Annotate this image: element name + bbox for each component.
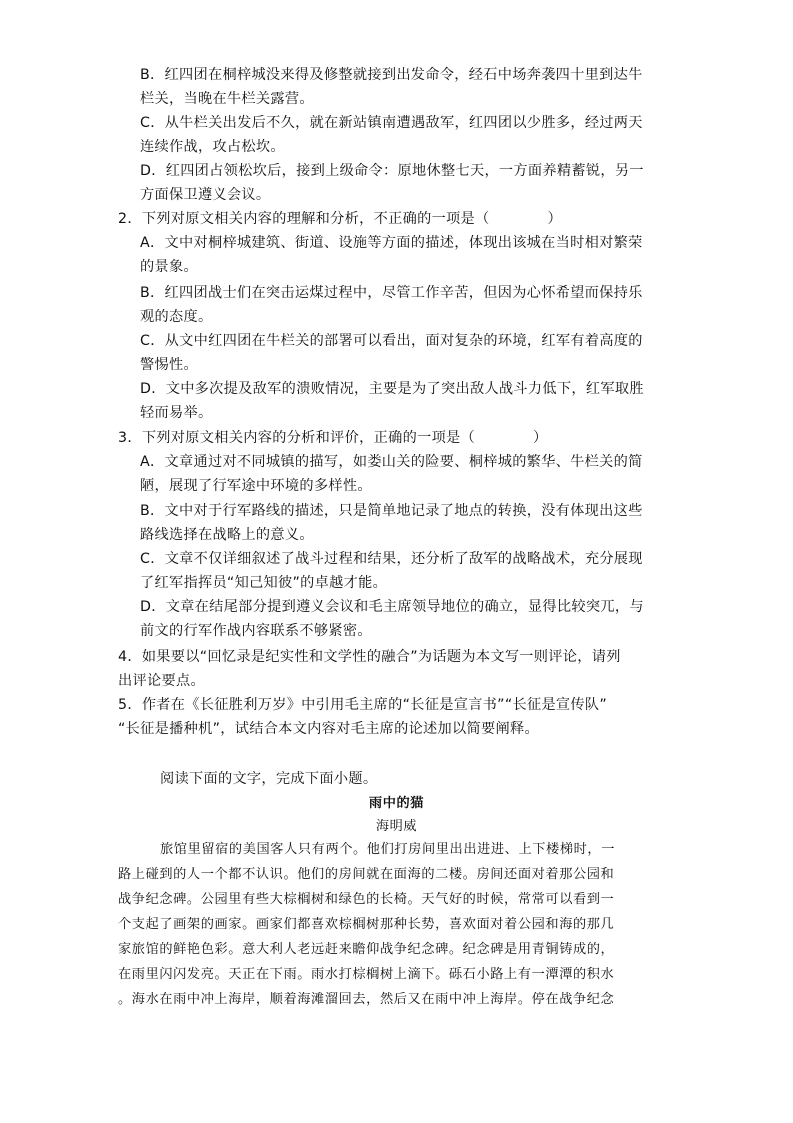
q2-option-d-line1: D．文中多次提及敌军的溃败情况，主要是为了突出敌人战斗力低下，红军取胜	[140, 381, 644, 397]
q3-option-a-line2: 陋，展现了行军途中环境的多样性。	[140, 478, 372, 494]
passage-line-4: 个支起了画架的画家。画家们都喜欢棕榈树那种长势，喜欢面对着公园和海的那几	[118, 917, 615, 932]
q2-stem: 2．下列对原文相关内容的理解和分析，不正确的一项是（ ）	[118, 211, 562, 227]
q1-option-c-line1: C．从牛栏关出发后不久，就在新站镇南遭遇敌军，红四团以少胜多，经过两天	[140, 115, 643, 131]
passage-author: 海明威	[375, 819, 418, 834]
q3-option-b-line2: 路线选择在战略上的意义。	[140, 527, 314, 543]
q2-option-a-line1: A．文中对桐梓城建筑、街道、设施等方面的描述，体现出该城在当时相对繁荣	[140, 235, 643, 251]
q1-option-d-line2: 方面保卫遵义会议。	[140, 187, 271, 203]
q2-option-c-line2: 警惕性。	[140, 357, 198, 373]
q5-line2: “长征是播种机”，试结合本文内容对毛主席的论述加以简要阐释。	[118, 721, 539, 737]
reading-instruction: 阅读下面的文字，完成下面小题。	[160, 771, 378, 787]
q4-line2: 出评论要点。	[118, 673, 205, 689]
q1-option-b-line2: 栏关，当晚在牛栏关露营。	[140, 91, 314, 107]
q3-option-d-line2: 前文的行军作战内容联系不够紧密。	[140, 623, 372, 639]
q2-option-d-line2: 轻而易举。	[140, 405, 213, 421]
q3-option-b-line1: B．文中对于行军路线的描述，只是简单地记录了地点的转换，没有体现出这些	[140, 503, 643, 519]
q3-option-d-line1: D．文章在结尾部分提到遵义会议和毛主席领导地位的确立，显得比较突兀，与	[140, 599, 644, 615]
q2-option-b-line1: B．红四团战士们在突击运煤过程中，尽管工作辛苦，但因为心怀希望而保持乐	[140, 285, 643, 301]
passage-title: 雨中的猫	[368, 796, 425, 811]
passage-line-6: 在雨里闪闪发亮。天正在下雨。雨水打棕榈树上滴下。砾石小路上有一潭潭的积水	[118, 967, 615, 982]
q3-stem: 3．下列对原文相关内容的分析和评价，正确的一项是（ ）	[118, 430, 548, 446]
q3-option-a-line1: A．文章通过对不同城镇的描写，如娄山关的险要、桐梓城的繁华、牛栏关的简	[140, 454, 643, 470]
q5-line1: 5．作者在《长征胜利万岁》中引用毛主席的“长征是宣言书”“长征是宣传队”	[118, 697, 608, 713]
passage-line-5: 家旅馆的鲜艳色彩。意大利人老远赶来瞻仰战争纪念碑。纪念碑是用青铜铸成的，	[118, 942, 615, 957]
passage-line-1: 旅馆里留宿的美国客人只有两个。他们打房间里出出进进、上下楼梯时，一	[160, 842, 615, 857]
q1-option-d-line1: D．红四团占领松坎后，接到上级命令：原地休整七天，一方面养精蓄锐，另一	[140, 163, 644, 179]
q1-option-b-line1: B．红四团在桐梓城没来得及修整就接到出发命令，经石中场奔袭四十里到达牛	[140, 67, 643, 83]
q4-line1: 4．如果要以“回忆录是纪实性和文学性的融合”为话题为本文写一则评论，请列	[118, 649, 621, 665]
q2-option-c-line1: C．从文中红四团在牛栏关的部署可以看出，面对复杂的环境，红军有着高度的	[140, 333, 643, 349]
q3-option-c-line1: C．文章不仅详细叙述了战斗过程和结果，还分析了敌军的战略战术，充分展现	[140, 551, 643, 567]
passage-line-2: 路上碰到的人一个都不认识。他们的房间就在面海的二楼。房间还面对着那公园和	[118, 867, 615, 882]
q2-option-a-line2: 的景象。	[140, 259, 198, 275]
q2-option-b-line2: 观的态度。	[140, 309, 213, 325]
passage-line-3: 战争纪念碑。公园里有些大棕榈树和绿色的长椅。天气好的时候，常常可以看到一	[118, 892, 615, 907]
q1-option-c-line2: 连续作战，攻占松坎。	[140, 139, 285, 155]
q3-option-c-line2: 了红军指挥员“知己知彼”的卓越才能。	[140, 575, 388, 591]
passage-line-7: 。海水在雨中冲上海岸，顺着海滩溜回去，然后又在雨中冲上海岸。停在战争纪念	[118, 992, 615, 1007]
